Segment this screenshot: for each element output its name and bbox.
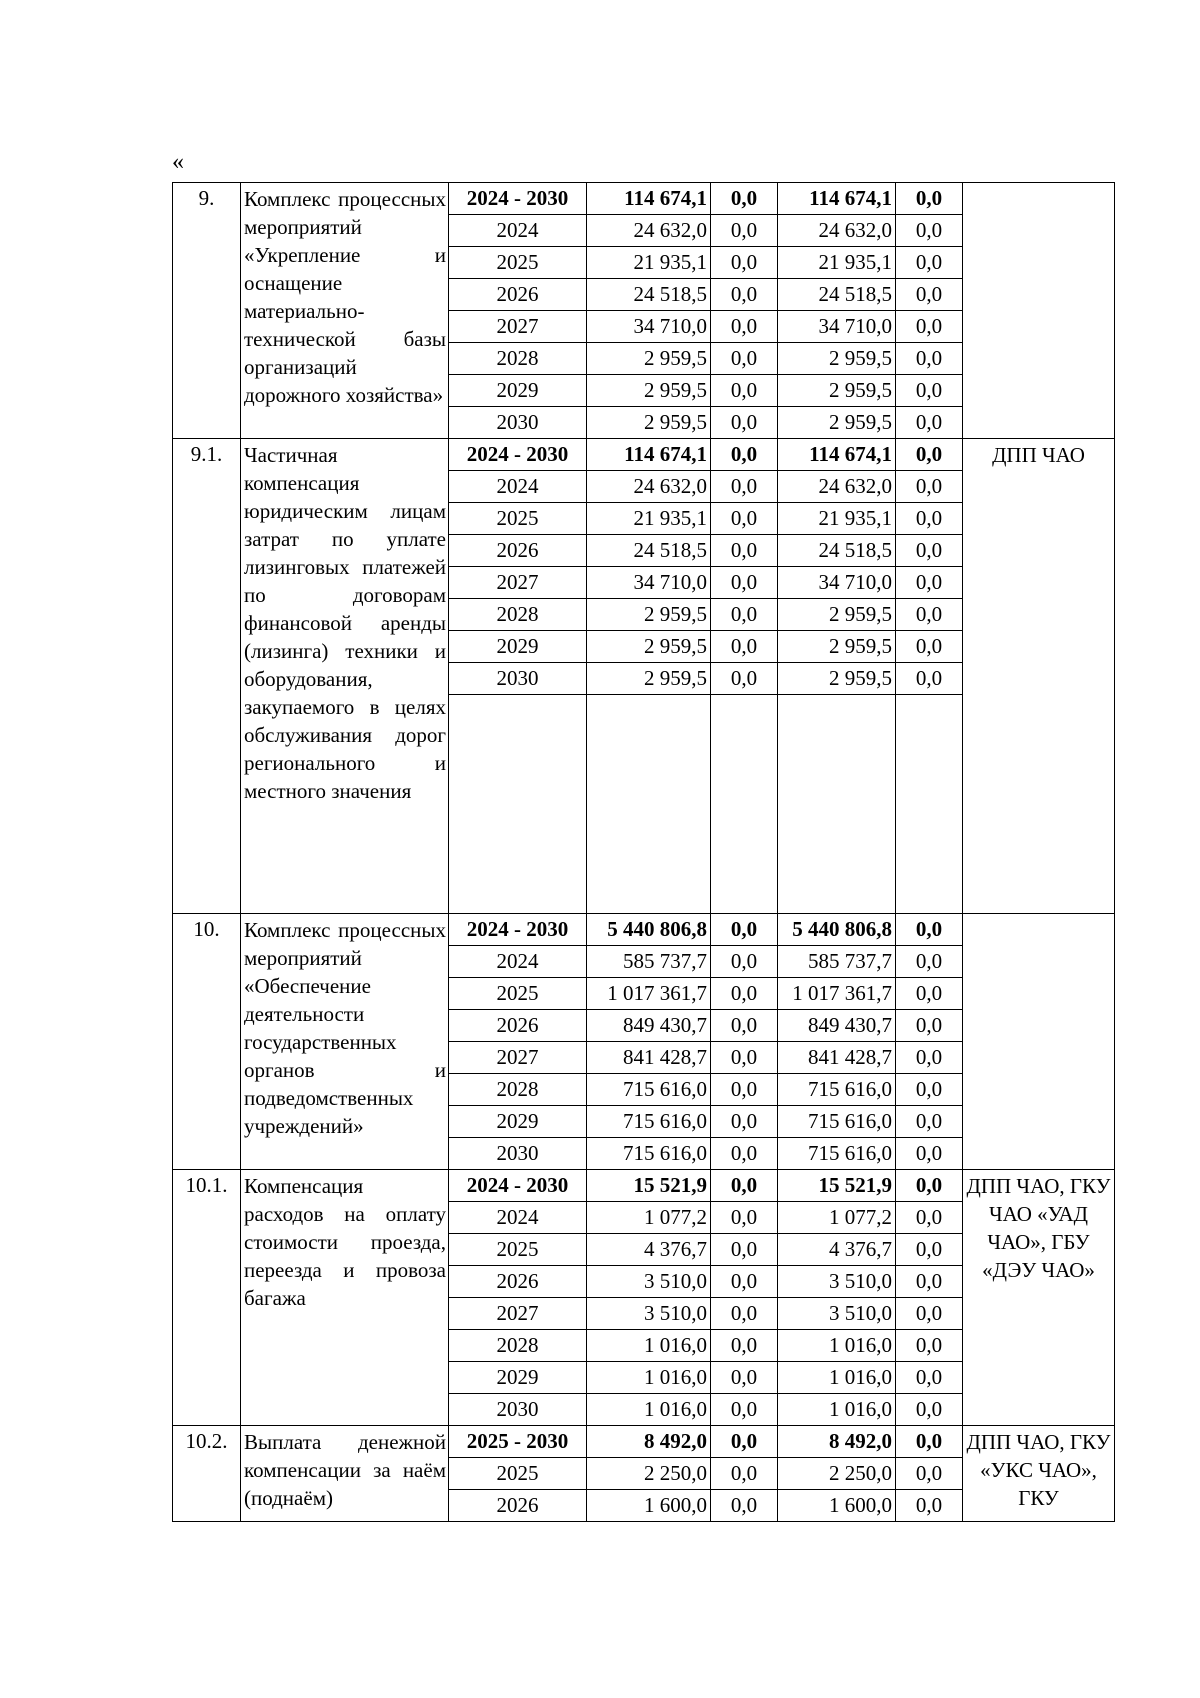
empty-cell bbox=[778, 695, 896, 914]
federal-cell: 0,0 bbox=[711, 183, 778, 215]
empty-cell bbox=[449, 695, 587, 914]
regional-cell: 841 428,7 bbox=[778, 1042, 896, 1074]
total-cell: 3 510,0 bbox=[587, 1298, 711, 1330]
federal-cell: 0,0 bbox=[711, 1106, 778, 1138]
period-cell: 2027 bbox=[449, 1298, 587, 1330]
total-cell: 715 616,0 bbox=[587, 1106, 711, 1138]
federal-cell: 0,0 bbox=[711, 1330, 778, 1362]
regional-cell: 5 440 806,8 bbox=[778, 914, 896, 946]
total-cell: 849 430,7 bbox=[587, 1010, 711, 1042]
period-cell: 2026 bbox=[449, 535, 587, 567]
row-number: 10. bbox=[173, 914, 241, 1170]
regional-cell: 21 935,1 bbox=[778, 503, 896, 535]
regional-cell: 1 016,0 bbox=[778, 1362, 896, 1394]
regional-cell: 15 521,9 bbox=[778, 1170, 896, 1202]
row-description: Комплекс процессных мероприятий «Обеспечение деятельности государственных органов и подведомственных учреждений» bbox=[241, 914, 449, 1170]
period-cell: 2029 bbox=[449, 375, 587, 407]
table-row-total bbox=[173, 1170, 1115, 1202]
regional-cell: 585 737,7 bbox=[778, 946, 896, 978]
opening-quote: « bbox=[172, 149, 184, 175]
period-cell: 2025 - 2030 bbox=[449, 1426, 587, 1458]
regional-cell: 114 674,1 bbox=[778, 183, 896, 215]
total-cell: 24 518,5 bbox=[587, 279, 711, 311]
regional-cell: 2 959,5 bbox=[778, 663, 896, 695]
total-cell: 15 521,9 bbox=[587, 1170, 711, 1202]
other-cell: 0,0 bbox=[896, 343, 963, 375]
row-number: 10.1. bbox=[173, 1170, 241, 1426]
federal-cell: 0,0 bbox=[711, 279, 778, 311]
period-cell: 2024 bbox=[449, 1202, 587, 1234]
federal-cell: 0,0 bbox=[711, 567, 778, 599]
regional-cell: 715 616,0 bbox=[778, 1074, 896, 1106]
other-cell: 0,0 bbox=[896, 567, 963, 599]
federal-cell: 0,0 bbox=[711, 1042, 778, 1074]
federal-cell: 0,0 bbox=[711, 1074, 778, 1106]
table-row-total bbox=[173, 439, 1115, 471]
federal-cell: 0,0 bbox=[711, 1298, 778, 1330]
other-cell: 0,0 bbox=[896, 535, 963, 567]
federal-cell: 0,0 bbox=[711, 631, 778, 663]
period-cell: 2026 bbox=[449, 1266, 587, 1298]
row-number: 10.2. bbox=[173, 1426, 241, 1522]
total-cell: 1 600,0 bbox=[587, 1490, 711, 1522]
federal-cell: 0,0 bbox=[711, 407, 778, 439]
responsible-executor: ДПП ЧАО, ГКУ ЧАО «УАД ЧАО», ГБУ «ДЭУ ЧАО» bbox=[963, 1170, 1115, 1426]
period-cell: 2024 - 2030 bbox=[449, 1170, 587, 1202]
federal-cell: 0,0 bbox=[711, 1426, 778, 1458]
federal-cell: 0,0 bbox=[711, 946, 778, 978]
period-cell: 2030 bbox=[449, 1138, 587, 1170]
federal-cell: 0,0 bbox=[711, 503, 778, 535]
other-cell: 0,0 bbox=[896, 375, 963, 407]
regional-cell: 24 518,5 bbox=[778, 279, 896, 311]
regional-cell: 34 710,0 bbox=[778, 567, 896, 599]
total-cell: 24 632,0 bbox=[587, 215, 711, 247]
federal-cell: 0,0 bbox=[711, 1170, 778, 1202]
empty-cell bbox=[896, 695, 963, 914]
federal-cell: 0,0 bbox=[711, 311, 778, 343]
row-number: 9.1. bbox=[173, 439, 241, 914]
regional-cell: 34 710,0 bbox=[778, 311, 896, 343]
total-cell: 2 959,5 bbox=[587, 599, 711, 631]
period-cell: 2029 bbox=[449, 1362, 587, 1394]
federal-cell: 0,0 bbox=[711, 1202, 778, 1234]
other-cell: 0,0 bbox=[896, 946, 963, 978]
period-cell: 2024 - 2030 bbox=[449, 439, 587, 471]
regional-cell: 715 616,0 bbox=[778, 1106, 896, 1138]
period-cell: 2024 bbox=[449, 946, 587, 978]
total-cell: 2 959,5 bbox=[587, 631, 711, 663]
table-row-total bbox=[173, 1426, 1115, 1458]
budget-table bbox=[172, 182, 1115, 1522]
table-body bbox=[173, 183, 1115, 1522]
row-description: Комплекс процессных мероприятий «Укрепление и оснащение материально-технической базы организаций дорожного хозяйства» bbox=[241, 183, 449, 439]
regional-cell: 114 674,1 bbox=[778, 439, 896, 471]
regional-cell: 849 430,7 bbox=[778, 1010, 896, 1042]
total-cell: 24 518,5 bbox=[587, 535, 711, 567]
period-cell: 2028 bbox=[449, 1074, 587, 1106]
other-cell: 0,0 bbox=[896, 215, 963, 247]
period-cell: 2030 bbox=[449, 663, 587, 695]
federal-cell: 0,0 bbox=[711, 914, 778, 946]
responsible-executor bbox=[963, 914, 1115, 1170]
period-cell: 2026 bbox=[449, 1490, 587, 1522]
other-cell: 0,0 bbox=[896, 1138, 963, 1170]
total-cell: 2 250,0 bbox=[587, 1458, 711, 1490]
federal-cell: 0,0 bbox=[711, 1010, 778, 1042]
other-cell: 0,0 bbox=[896, 914, 963, 946]
federal-cell: 0,0 bbox=[711, 375, 778, 407]
other-cell: 0,0 bbox=[896, 471, 963, 503]
total-cell: 21 935,1 bbox=[587, 247, 711, 279]
regional-cell: 2 959,5 bbox=[778, 343, 896, 375]
other-cell: 0,0 bbox=[896, 311, 963, 343]
period-cell: 2024 bbox=[449, 471, 587, 503]
total-cell: 2 959,5 bbox=[587, 407, 711, 439]
regional-cell: 1 016,0 bbox=[778, 1394, 896, 1426]
other-cell: 0,0 bbox=[896, 599, 963, 631]
period-cell: 2030 bbox=[449, 1394, 587, 1426]
total-cell: 1 016,0 bbox=[587, 1362, 711, 1394]
total-cell: 24 632,0 bbox=[587, 471, 711, 503]
row-number: 9. bbox=[173, 183, 241, 439]
period-cell: 2030 bbox=[449, 407, 587, 439]
federal-cell: 0,0 bbox=[711, 663, 778, 695]
federal-cell: 0,0 bbox=[711, 1490, 778, 1522]
other-cell: 0,0 bbox=[896, 1298, 963, 1330]
other-cell: 0,0 bbox=[896, 1330, 963, 1362]
total-cell: 34 710,0 bbox=[587, 311, 711, 343]
regional-cell: 21 935,1 bbox=[778, 247, 896, 279]
other-cell: 0,0 bbox=[896, 1010, 963, 1042]
period-cell: 2024 - 2030 bbox=[449, 914, 587, 946]
federal-cell: 0,0 bbox=[711, 215, 778, 247]
row-description: Выплата денежной компенсации за наём (поднаём) bbox=[241, 1426, 449, 1522]
total-cell: 585 737,7 bbox=[587, 946, 711, 978]
regional-cell: 3 510,0 bbox=[778, 1266, 896, 1298]
table-row-total bbox=[173, 914, 1115, 946]
regional-cell: 24 518,5 bbox=[778, 535, 896, 567]
other-cell: 0,0 bbox=[896, 1458, 963, 1490]
period-cell: 2025 bbox=[449, 978, 587, 1010]
regional-cell: 1 077,2 bbox=[778, 1202, 896, 1234]
federal-cell: 0,0 bbox=[711, 1138, 778, 1170]
period-cell: 2029 bbox=[449, 1106, 587, 1138]
other-cell: 0,0 bbox=[896, 1394, 963, 1426]
period-cell: 2028 bbox=[449, 343, 587, 375]
other-cell: 0,0 bbox=[896, 1266, 963, 1298]
responsible-executor bbox=[963, 183, 1115, 439]
federal-cell: 0,0 bbox=[711, 1362, 778, 1394]
regional-cell: 2 959,5 bbox=[778, 375, 896, 407]
regional-cell: 1 016,0 bbox=[778, 1330, 896, 1362]
other-cell: 0,0 bbox=[896, 1106, 963, 1138]
federal-cell: 0,0 bbox=[711, 1394, 778, 1426]
other-cell: 0,0 bbox=[896, 1362, 963, 1394]
row-description: Компенсация расходов на оплату стоимости проезда, переезда и провоза багажа bbox=[241, 1170, 449, 1426]
total-cell: 1 016,0 bbox=[587, 1394, 711, 1426]
other-cell: 0,0 bbox=[896, 247, 963, 279]
federal-cell: 0,0 bbox=[711, 1234, 778, 1266]
period-cell: 2027 bbox=[449, 567, 587, 599]
period-cell: 2026 bbox=[449, 279, 587, 311]
period-cell: 2026 bbox=[449, 1010, 587, 1042]
regional-cell: 2 250,0 bbox=[778, 1458, 896, 1490]
other-cell: 0,0 bbox=[896, 1170, 963, 1202]
federal-cell: 0,0 bbox=[711, 978, 778, 1010]
regional-cell: 2 959,5 bbox=[778, 407, 896, 439]
regional-cell: 2 959,5 bbox=[778, 631, 896, 663]
total-cell: 21 935,1 bbox=[587, 503, 711, 535]
other-cell: 0,0 bbox=[896, 1202, 963, 1234]
total-cell: 1 017 361,7 bbox=[587, 978, 711, 1010]
period-cell: 2028 bbox=[449, 1330, 587, 1362]
period-cell: 2024 bbox=[449, 215, 587, 247]
other-cell: 0,0 bbox=[896, 631, 963, 663]
federal-cell: 0,0 bbox=[711, 247, 778, 279]
federal-cell: 0,0 bbox=[711, 1266, 778, 1298]
row-description: Частичная компенсация юридическим лицам затрат по уплате лизинговых платежей по договорам финансовой аренды (лизинга) техники и оборудования, закупаемого в целях обслуживания дорог регионального и местного значения bbox=[241, 439, 449, 914]
other-cell: 0,0 bbox=[896, 1074, 963, 1106]
total-cell: 2 959,5 bbox=[587, 375, 711, 407]
responsible-executor: ДПП ЧАО, ГКУ «УКС ЧАО», ГКУ bbox=[963, 1426, 1115, 1522]
total-cell: 114 674,1 bbox=[587, 183, 711, 215]
table-row-total bbox=[173, 183, 1115, 215]
federal-cell: 0,0 bbox=[711, 343, 778, 375]
federal-cell: 0,0 bbox=[711, 439, 778, 471]
other-cell: 0,0 bbox=[896, 1234, 963, 1266]
regional-cell: 2 959,5 bbox=[778, 599, 896, 631]
regional-cell: 1 017 361,7 bbox=[778, 978, 896, 1010]
total-cell: 1 077,2 bbox=[587, 1202, 711, 1234]
federal-cell: 0,0 bbox=[711, 535, 778, 567]
federal-cell: 0,0 bbox=[711, 1458, 778, 1490]
total-cell: 34 710,0 bbox=[587, 567, 711, 599]
other-cell: 0,0 bbox=[896, 1042, 963, 1074]
other-cell: 0,0 bbox=[896, 279, 963, 311]
total-cell: 715 616,0 bbox=[587, 1138, 711, 1170]
other-cell: 0,0 bbox=[896, 503, 963, 535]
total-cell: 5 440 806,8 bbox=[587, 914, 711, 946]
period-cell: 2029 bbox=[449, 631, 587, 663]
period-cell: 2025 bbox=[449, 247, 587, 279]
regional-cell: 4 376,7 bbox=[778, 1234, 896, 1266]
other-cell: 0,0 bbox=[896, 439, 963, 471]
period-cell: 2025 bbox=[449, 1458, 587, 1490]
total-cell: 3 510,0 bbox=[587, 1266, 711, 1298]
other-cell: 0,0 bbox=[896, 407, 963, 439]
total-cell: 2 959,5 bbox=[587, 663, 711, 695]
regional-cell: 715 616,0 bbox=[778, 1138, 896, 1170]
empty-cell bbox=[587, 695, 711, 914]
federal-cell: 0,0 bbox=[711, 599, 778, 631]
period-cell: 2025 bbox=[449, 1234, 587, 1266]
total-cell: 2 959,5 bbox=[587, 343, 711, 375]
period-cell: 2028 bbox=[449, 599, 587, 631]
regional-cell: 3 510,0 bbox=[778, 1298, 896, 1330]
total-cell: 114 674,1 bbox=[587, 439, 711, 471]
regional-cell: 24 632,0 bbox=[778, 471, 896, 503]
total-cell: 8 492,0 bbox=[587, 1426, 711, 1458]
other-cell: 0,0 bbox=[896, 978, 963, 1010]
responsible-executor: ДПП ЧАО bbox=[963, 439, 1115, 914]
empty-cell bbox=[711, 695, 778, 914]
other-cell: 0,0 bbox=[896, 1490, 963, 1522]
total-cell: 841 428,7 bbox=[587, 1042, 711, 1074]
total-cell: 715 616,0 bbox=[587, 1074, 711, 1106]
regional-cell: 24 632,0 bbox=[778, 215, 896, 247]
total-cell: 4 376,7 bbox=[587, 1234, 711, 1266]
period-cell: 2027 bbox=[449, 311, 587, 343]
period-cell: 2027 bbox=[449, 1042, 587, 1074]
other-cell: 0,0 bbox=[896, 1426, 963, 1458]
federal-cell: 0,0 bbox=[711, 471, 778, 503]
period-cell: 2025 bbox=[449, 503, 587, 535]
regional-cell: 8 492,0 bbox=[778, 1426, 896, 1458]
other-cell: 0,0 bbox=[896, 183, 963, 215]
regional-cell: 1 600,0 bbox=[778, 1490, 896, 1522]
other-cell: 0,0 bbox=[896, 663, 963, 695]
total-cell: 1 016,0 bbox=[587, 1330, 711, 1362]
period-cell: 2024 - 2030 bbox=[449, 183, 587, 215]
